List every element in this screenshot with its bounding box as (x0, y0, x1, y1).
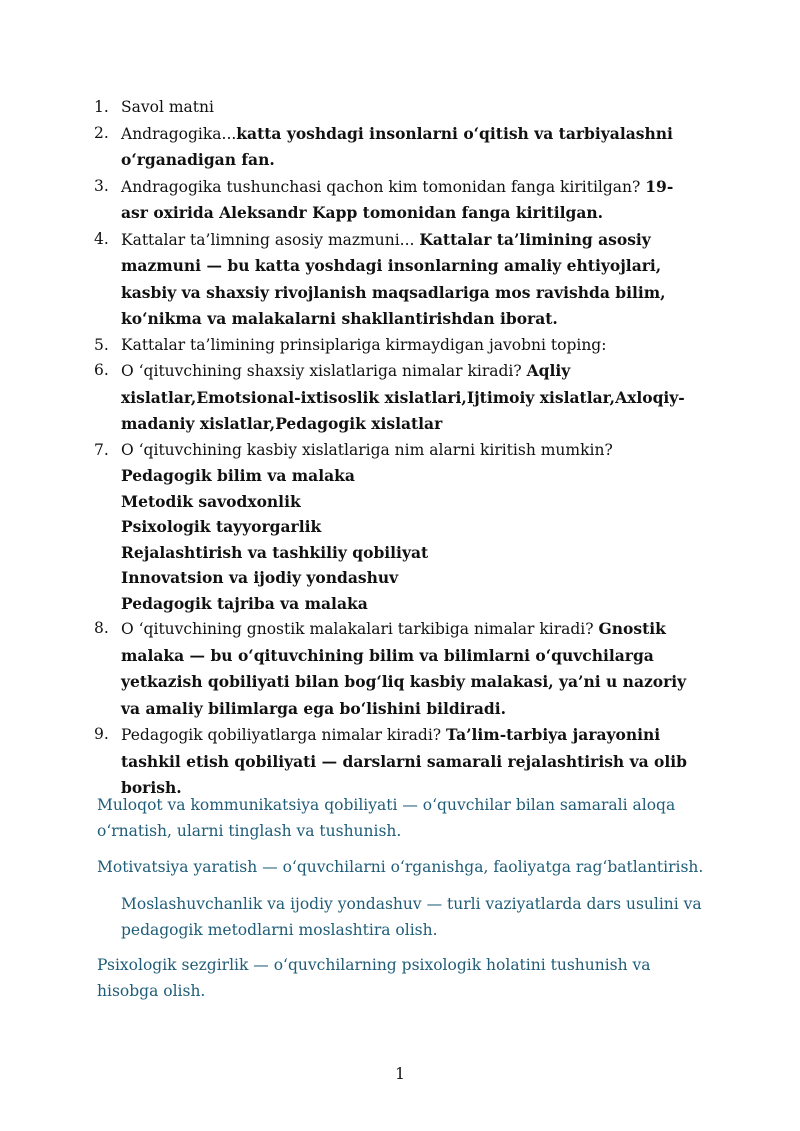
item-question: Kattalar ta’limining prinsiplariga kirmaydigan javobni toping: (121, 335, 607, 354)
list-item (94, 616, 698, 722)
item-number: 5. (94, 335, 109, 354)
item-answer-line: Innovatsion va ijodiy yondashuv (121, 568, 399, 587)
question-list (0, 95, 800, 802)
body-paragraph-indented: Moslashuvchanlik va ijodiy yondashuv — turli vaziyatlarda dars usulini va pedagogik metodlarni moslashtira olish. (121, 895, 702, 939)
list-item (94, 121, 698, 174)
item-number: 1. (94, 98, 109, 116)
item-question: Pedagogik qobiliyatlarga nimalar kiradi? (121, 726, 447, 744)
item-question: Andragogika... (121, 124, 237, 143)
item-number: 8. (94, 619, 109, 637)
item-number: 3. (94, 176, 109, 195)
body-paragraph: Muloqot va kommunikatsiya qobiliyati — oʻquvchilar bilan samarali aloqa oʻrnatish, ularni tinglash va tushunish. (97, 796, 676, 840)
item-number: 4. (94, 229, 109, 248)
item-number: 9. (94, 725, 109, 743)
item-answer: Gnostik malaka — bu oʻqituvchining bilim va bilimlarni oʻquvchilarga yetkazish qobiliyati bilan bogʻliq kasbiy malakasi, ya’ni u nazoriy va amaliy bilimlarga ega boʻlishini bildiradi. (121, 619, 687, 718)
item-number: 6. (94, 361, 109, 379)
item-answer: 19-asr oxirida Aleksandr Kapp tomonidan fanga kiritilgan. (121, 176, 674, 222)
list-item (94, 438, 698, 617)
item-question: Andragogika tushunchasi qachon kim tomonidan fanga kiritilgan? (121, 177, 646, 196)
item-question: Kattalar ta’limning asosiy mazmuni... (121, 230, 420, 249)
item-answer-line: Pedagogik tajriba va malaka (121, 593, 368, 613)
item-answer: katta yoshdagi insonlarni oʻqitish va tarbiyalashni oʻrganadigan fan. (121, 123, 673, 169)
list-item (94, 358, 698, 438)
item-question: O ‘qituvchining shaxsiy xislatlariga nimalar kiradi? (121, 362, 527, 380)
list-item (94, 333, 698, 359)
item-answer: Ta’lim-tarbiya jarayonini tashkil etish qobiliyati — darslarni samarali rejalashtirish va olib borish. (121, 725, 687, 797)
item-answer-line: Metodik savodxonlik (121, 491, 301, 511)
item-question: O ‘qituvchining kasbiy xislatlariga nim alarni kiritish mumkin? (121, 440, 613, 459)
list-item (94, 95, 698, 121)
item-number: 2. (94, 123, 109, 142)
item-question: Savol matni (121, 98, 214, 116)
page-number: 1 (395, 1065, 405, 1083)
list-item (94, 722, 698, 802)
item-answer: Kattalar ta’limining asosiy mazmuni — bu katta yoshdagi insonlarning amaliy ehtiyojlari, kasbiy va shaxsiy rivojlanish maqsadlariga mos ravishda bilim, koʻnikma va malakalarni shakllantirishdan iborat. (121, 229, 666, 328)
list-item (94, 227, 698, 333)
list-item (94, 174, 698, 227)
body-paragraph: Psixologik sezgirlik — oʻquvchilarning psixologik holatini tushunish va hisobga olish. (97, 956, 651, 1000)
body-paragraph: Motivatsiya yaratish — oʻquvchilarni oʻrganishga, faoliyatga ragʻbatlantirish. (97, 858, 704, 876)
item-number: 7. (94, 440, 109, 459)
item-answer: Aqliy xislatlar,Emotsional-ixtisoslik xislatlari,Ijtimoiy xislatlar,Axloqiy-madaniy xislatlar,Pedagogik xislatlar (121, 361, 685, 433)
item-question: O ‘qituvchining gnostik malakalari tarkibiga nimalar kiradi? (121, 620, 599, 638)
item-answer-line: Pedagogik bilim va malaka (121, 466, 355, 485)
item-answer-line: Rejalashtirish va tashkiliy qobiliyat (121, 542, 429, 562)
item-answer-line: Psixologik tayyorgarlik (121, 517, 322, 536)
